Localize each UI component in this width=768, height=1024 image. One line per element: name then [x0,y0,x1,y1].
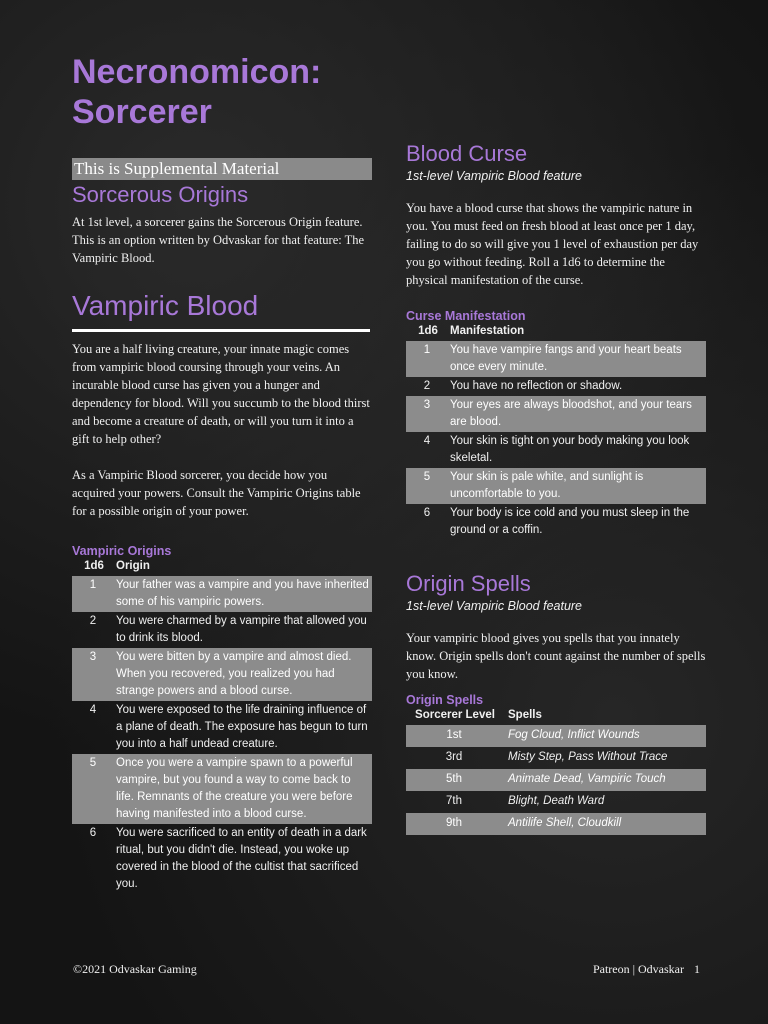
table-row [406,468,706,504]
sorcerer-level: 3rd [445,751,463,763]
spell-list: Animate Dead, Vampiric Touch [504,769,706,791]
table-row [406,504,706,540]
roll-number: 3 [406,396,450,432]
vampiric-blood-heading: Vampiric Blood [72,290,259,321]
table-row [406,377,706,396]
footer-copyright: ©2021 Odvaskar Gaming [73,962,197,976]
vampiric-origins-table [72,558,372,894]
roll-number: 1 [406,341,450,377]
page-number: 1 [694,962,700,976]
footer-patreon: Patreon | Odvaskar [592,962,684,976]
vampiric-blood-paragraph: You are a half living creature, your innate magic comes from vampiric blood coursing through your veins. An incurable blood curse has given you a hunger and dependency for blood. Will you succumb to the blood thirst and become a creature of death, or will you turn it into a gift to help other? [72,342,370,446]
curse-manifestation-table [406,323,706,540]
table-header-cell: Manifestation [450,325,525,337]
curse-manifestation-caption: Curse Manifestation [406,309,526,323]
table-header-row [406,707,706,725]
manifestation-text: Your body is ice cold and you must sleep in the ground or a coffin. [450,507,690,536]
spell-list: Blight, Death Ward [508,795,605,807]
left-column [72,48,372,894]
manifestation-text: Your skin is pale white, and sunlight is uncomfortable to you. [450,468,706,504]
origin-text: Your father was a vampire and you have inherited some of his vampiric powers. [116,576,372,612]
table-row [406,432,706,468]
origin-spells-caption: Origin Spells [406,693,484,707]
origin-spells-table [406,707,706,835]
table-header-cell: Spells [508,709,542,721]
roll-number: 4 [89,704,97,716]
table-row [72,612,372,648]
roll-number: 5 [406,468,450,504]
origin-text: You were bitten by a vampire and almost died. When you recovered, you realized you had strange powers and a blood curse. [116,648,372,701]
heading-divider [72,329,370,332]
roll-number: 3 [72,648,116,701]
roll-number: 6 [89,827,97,839]
roll-number: 5 [72,754,116,824]
table-header-cell: 1d6 [84,560,104,572]
origin-text: You were exposed to the life draining influence of a plane of death. The exposure has begun to turn you into a half undead creature. [116,704,368,750]
table-row [72,754,372,824]
manifestation-text: Your skin is tight on your body making you look skeletal. [450,435,690,464]
table-row [406,769,706,791]
manifestation-text: You have no reflection or shadow. [450,380,623,392]
roll-number: 2 [423,380,431,392]
table-row [72,648,372,701]
origin-text: You were charmed by a vampire that allowed you to drink its blood. [116,615,367,644]
manifestation-text: You have vampire fangs and your heart beats once every minute. [450,341,706,377]
table-row [72,576,372,612]
spell-list: Misty Step, Pass Without Trace [508,751,668,763]
right-column [406,140,706,835]
supplemental-banner: This is Supplemental Material [72,158,372,180]
origin-spells-text: Your vampiric blood gives you spells that you innately know. Origin spells don't count against the number of spells you know. [406,631,706,681]
table-row [72,701,372,754]
origin-text: Once you were a vampire spawn to a powerful vampire, but you found a way to come back to life. Remnants of the creature you were before having manifested into a blood curse. [116,754,372,824]
blood-curse-subtitle: 1st-level Vampiric Blood feature [406,169,583,183]
sorcerer-level: 7th [446,795,462,807]
table-header-cell: Sorcerer Level [415,709,495,721]
sorcerer-level: 9th [406,813,504,835]
roll-number: 6 [423,507,431,519]
spell-list: Antilife Shell, Cloudkill [504,813,706,835]
sorcerer-level: 5th [406,769,504,791]
table-header-cell: 1d6 [418,325,438,337]
table-row [72,824,372,894]
vampiric-origins-caption: Vampiric Origins [72,544,172,558]
blood-curse-text: You have a blood curse that shows the vampiric nature in you. You must feed on fresh blood at least once per 1 day, failing to do so will give you 1 level of exhaustion per day you go without feeding. Roll a 1d6 to determine the physical manifestation of the curse. [406,201,699,287]
spell-list: Fog Cloud, Inflict Wounds [504,725,706,747]
table-row [406,341,706,377]
footer-right [593,962,700,977]
roll-number: 1 [72,576,116,612]
origin-text: You were sacrificed to an entity of death in a dark ritual, but you didn't die. Instead, you woke up covered in the blood of the cultist that sacrificed you. [116,827,367,890]
origin-spells-subtitle: 1st-level Vampiric Blood feature [406,599,583,613]
blood-curse-heading: Blood Curse [406,141,528,166]
sorcerer-level: 1st [406,725,504,747]
table-row [406,813,706,835]
table-row [406,747,706,769]
sorcerous-origins-heading: Sorcerous Origins [72,182,249,207]
origin-spells-heading: Origin Spells [406,571,531,596]
table-header-row [406,323,706,341]
sorcerous-origins-text: At 1st level, a sorcerer gains the Sorcerous Origin feature. This is an option written by Odvaskar for that feature: The Vampiric Blood. [72,215,365,265]
table-header-cell: Origin [116,560,150,572]
manifestation-text: Your eyes are always bloodshot, and your tears are blood. [450,396,706,432]
table-header-row [72,558,372,576]
table-row [406,725,706,747]
document-title: Necronomicon: Sorcerer [72,53,322,131]
roll-number: 4 [423,435,431,447]
vampiric-blood-paragraph: As a Vampiric Blood sorcerer, you decide how you acquired your powers. Consult the Vampiric Origins table for a possible origin of your power. [72,468,361,518]
table-row [406,396,706,432]
roll-number: 2 [89,615,97,627]
table-row [406,791,706,813]
